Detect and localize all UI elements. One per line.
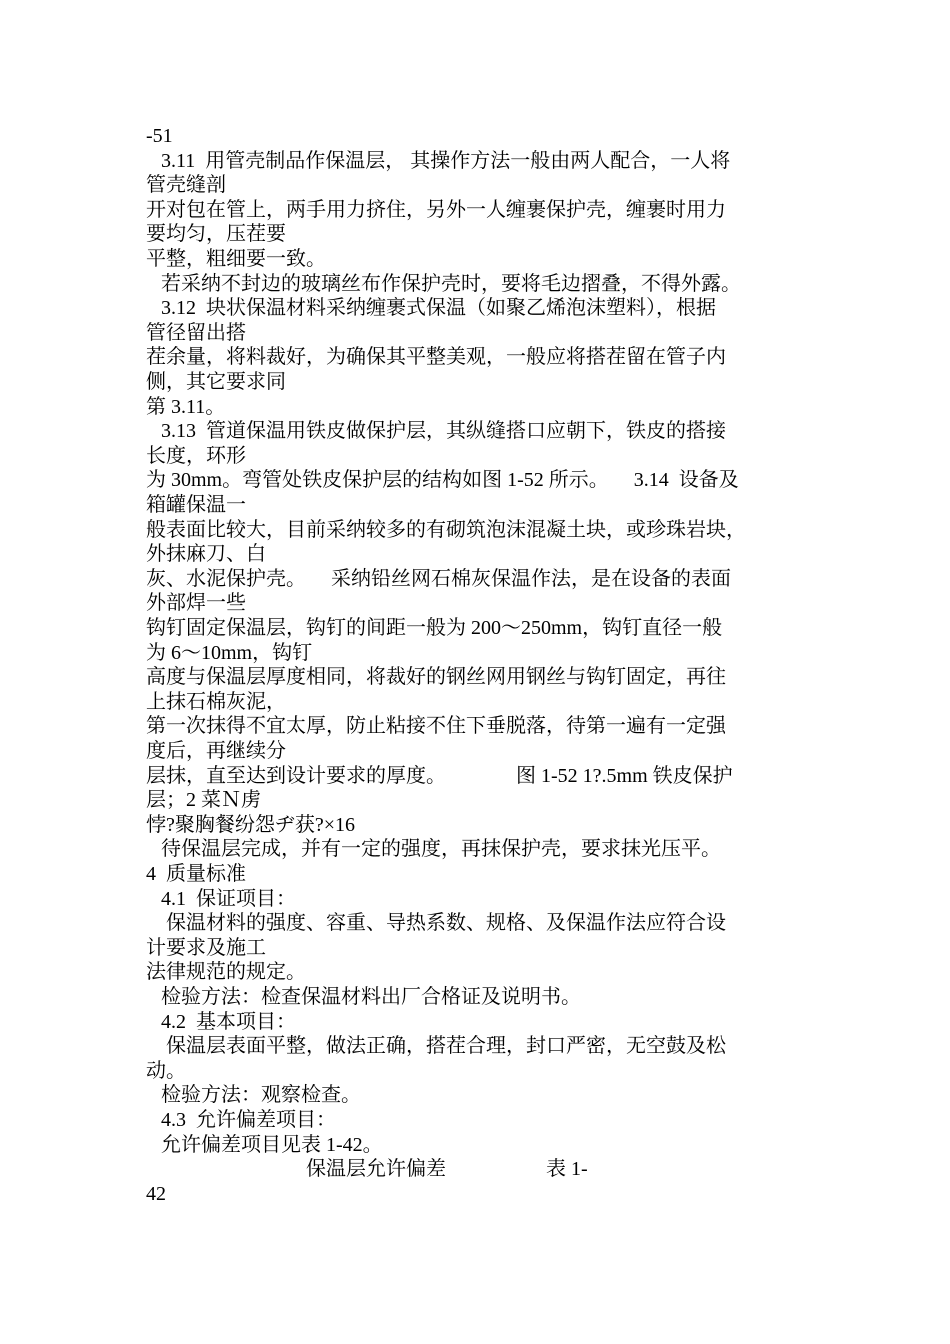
text-line: 3.12 块状保温材料采纳缠裹式保温（如聚乙烯泡沫塑料），根据 bbox=[146, 297, 716, 320]
text-line: 检验方法：检查保温材料出厂合格证及说明书。 bbox=[146, 986, 581, 1008]
text-line: 允许偏差项目见表 1-42。 bbox=[146, 1133, 383, 1156]
text-line: 长度，环形 bbox=[146, 444, 246, 467]
text-line: 4.2 基本项目： bbox=[146, 1010, 296, 1033]
text-line: 保温层表面平整，做法正确，搭茬合理，封口严密，无空鼓及松 bbox=[146, 1035, 726, 1058]
text-line: 第一次抹得不宜太厚，防止粘接不住下垂脱落，待第一遍有一定强 bbox=[146, 715, 726, 738]
text-line: 保温材料的强度、容重、导热系数、规格、及保温作法应符合设 bbox=[146, 912, 726, 935]
text-line: 检验方法：观察检查。 bbox=[146, 1084, 361, 1107]
text-line: 层；2 菜Ｎ虏 bbox=[146, 789, 261, 812]
text-line: 上抹石棉灰泥， bbox=[146, 690, 286, 713]
text-line: 灰、水泥保护壳。 采纳铅丝网石棉灰保温作法，是在设备的表面 bbox=[146, 567, 731, 590]
text-line: 管径留出搭 bbox=[146, 321, 246, 344]
text-line: 外抹麻刀、白 bbox=[146, 543, 266, 566]
text-line: 开对包在管上，两手用力挤住，另外一人缠裹保护壳，缠裹时用力 bbox=[146, 198, 726, 221]
text-line: 茬余量，将料裁好，为确保其平整美观，一般应将搭茬留在管子内 bbox=[146, 346, 726, 369]
text-line: 4 质量标准 bbox=[146, 863, 246, 885]
text-line: -51 bbox=[146, 125, 173, 147]
text-line: 平整，粗细要一致。 bbox=[146, 248, 326, 270]
text-line: 度后，再继续分 bbox=[146, 740, 286, 762]
text-line: 钩钉固定保温层，钩钉的间距一般为 200～250mm，钩钉直径一般 bbox=[146, 617, 723, 639]
text-line: 若采纳不封边的玻璃丝布作保护壳时，要将毛边摺叠，不得外露。 bbox=[146, 272, 741, 295]
text-line: 为 30mm。弯管处铁皮保护层的结构如图 1-52 所示。 3.14 设备及 bbox=[146, 469, 739, 492]
text-line: 第 3.11。 bbox=[146, 395, 226, 418]
text-line: 管壳缝剖 bbox=[146, 174, 226, 197]
text-line: 侧，其它要求同 bbox=[146, 371, 286, 393]
text-line: 3.13 管道保温用铁皮做保护层，其纵缝搭口应朝下，铁皮的搭接 bbox=[146, 420, 726, 443]
text-line: 箱罐保温一 bbox=[146, 494, 246, 516]
text-line: 42 bbox=[146, 1182, 166, 1205]
text-line: 保温层允许偏差 表 1- bbox=[146, 1158, 588, 1181]
text-line: 4.1 保证项目： bbox=[146, 887, 296, 910]
text-line: 悖?聚胸餐纷怨ヂ获?×16 bbox=[146, 813, 356, 836]
text-line: 法律规范的规定。 bbox=[146, 961, 306, 984]
text-line: 3.11 用管壳制品作保温层， 其操作方法一般由两人配合，一人将 bbox=[146, 149, 731, 172]
text-line: 计要求及施工 bbox=[146, 936, 266, 959]
text-line: 高度与保温层厚度相同，将裁好的钢丝网用钢丝与钩钉固定，再往 bbox=[146, 666, 726, 689]
text-line: 层抹，直至达到设计要求的厚度。 图 1-52 1?.5mm 铁皮保护 bbox=[146, 764, 733, 787]
text-line: 动。 bbox=[146, 1059, 186, 1082]
text-line: 4.3 允许偏差项目： bbox=[146, 1109, 336, 1131]
text-line: 外部焊一些 bbox=[146, 592, 246, 615]
text-line: 要均匀，压茬要 bbox=[146, 223, 286, 246]
text-line: 般表面比较大，目前采纳较多的有砌筑泡沫混凝土块，或珍珠岩块， bbox=[146, 518, 746, 541]
text-line: 待保温层完成，并有一定的强度，再抹保护壳，要求抹光压平。 bbox=[146, 838, 721, 861]
text-line: 为 6～10mm，钩钉 bbox=[146, 641, 313, 664]
